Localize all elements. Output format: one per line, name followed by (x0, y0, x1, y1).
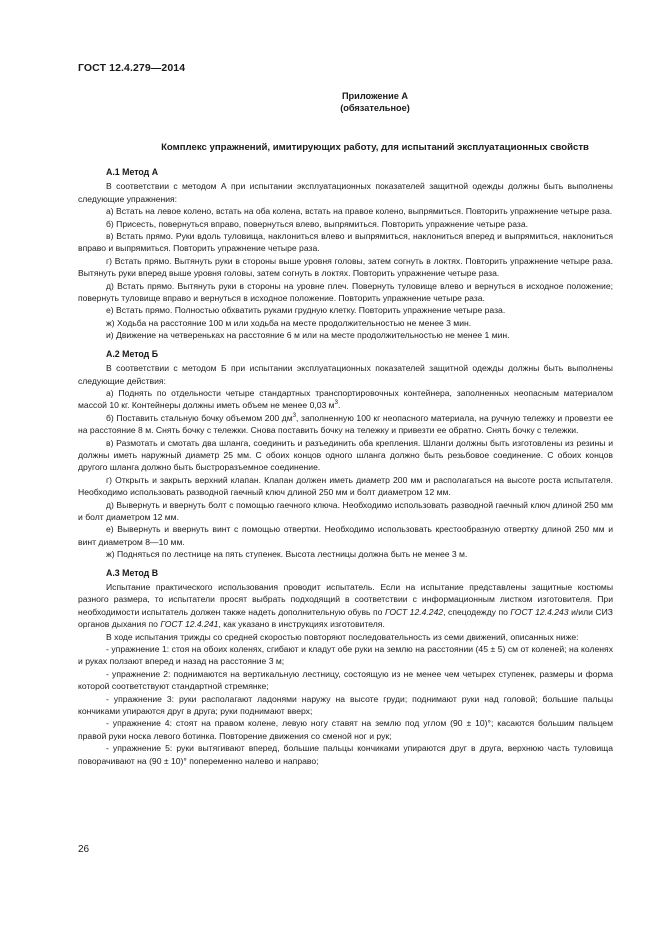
paragraph: б) Присесть, повернуться вправо, повернуться влево, выпрямиться. Повторить упражнение четыре раза. (106, 218, 528, 229)
paragraph-text: б) Поставить стальную бочку объемом 200 дм (106, 412, 293, 423)
standard-code: ГОСТ 12.4.279—2014 (78, 62, 186, 74)
paragraph: д) Встать прямо. Вытянуть руки в стороны на уровне плеч. Повернуть туловище влево и вернуться в исходное положение; повернуть туловище вправо и вернуться в исходное положение. Повторить упражнение четыре раза. (78, 280, 613, 304)
list-item: - упражнение 2: поднимаются на вертикальную лестницу, состоящую из не менее чем четырех ступенек, размеры и форма которой соответствуют стандартной стремянке; (78, 668, 613, 692)
section-heading-a2: А.2 Метод Б (106, 348, 159, 359)
document-body (78, 164, 613, 767)
paragraph: и) Движение на четвереньках на расстояние 6 м или на месте продолжительностью не менее 1 мин. (106, 330, 510, 341)
appendix-status: (обязательное) (340, 103, 410, 113)
section-heading-a3: А.3 Метод В (106, 567, 159, 578)
paragraph: В соответствии с методом Б при испытании эксплуатационных показателей защитной одежды должны быть выполнены следующие действия: (78, 363, 613, 386)
section-heading-a1: А.1 Метод А (106, 167, 159, 177)
paragraph: в) Размотать и смотать два шланга, соединить и разъединить оба крепления. Шланги должны быть изготовлены из резины и должны иметь наружный диаметр 25 мм. С обоих концов одного шланга должно быть резьбовое соединение. С обоих концов другого шланга должно быть быстроразъемное соединение. (78, 437, 613, 473)
superscript: 3 (334, 400, 338, 407)
paragraph (78, 412, 613, 437)
paragraph: е) Встать прямо. Полностью обхватить руками грудную клетку. Повторить упражнение четыре раза. (106, 305, 506, 316)
paragraph-text: , спецодежду по (443, 606, 511, 617)
paragraph (78, 387, 613, 412)
standard-reference: ГОСТ 12.4.242 (384, 606, 444, 617)
list-item: - упражнение 1: стоя на обоих коленях, сгибают и кладут обе руки на землю на расстоянии (45 ± 5) см от коленей; на коленях и руках ползают вперед и назад на расстояние 3 м; (78, 644, 613, 667)
appendix-title: Приложение А (341, 91, 409, 101)
paragraph: В соответствии с методом А при испытании эксплуатационных показателей защитной одежды должны быть выполнены следующие упражнения: (78, 181, 613, 204)
list-item: - упражнение 4: стоят на правом колене, левую ногу ставят на землю под углом (90 ± 10)°; касаются большим пальцем правой руки носка левого ботинка. Повторение движения со сменой ног и рук; (78, 718, 613, 741)
paragraph: г) Открыть и закрыть верхний клапан. Клапан должен иметь диаметр 200 мм и располагаться на высоте роста испытателя. Необходимо использовать разводной гаечный ключ длиной 250 мм и болт диаметром 12 мм. (78, 474, 613, 498)
paragraph: в) Встать прямо. Руки вдоль туловища, наклониться влево и выпрямиться, наклониться вперед и выпрямиться, наклониться вправо и выпрямиться. Повторить упражнение четыре раза. (78, 231, 613, 254)
appendix-header (78, 90, 661, 114)
paragraph: д) Вывернуть и ввернуть болт с помощью гаечного ключа. Необходимо использовать разводной гаечный ключ длиной 250 мм и болт диаметром 12 мм. (78, 499, 613, 522)
list-item: - упражнение 3: руки располагают ладонями наружу на высоте груди; поднимают руки над головой; большие пальцы кончиками упираются друг в друга; руки поднимают вверх; (78, 693, 613, 717)
paragraph-text: и/или СИЗ органов дыхания по (78, 606, 613, 630)
superscript: 3 (292, 412, 297, 419)
page-number: 26 (78, 844, 90, 855)
paragraph (78, 581, 613, 631)
standard-reference: ГОСТ 12.4.241 (160, 619, 219, 630)
paragraph-text: . (337, 400, 341, 411)
paragraph: а) Встать на левое колено, встать на оба колена, встать на правое колено, выпрямиться. Повторить упражнение четыре раза. (106, 206, 613, 217)
paragraph-text: , как указано в инструкциях изготовителя. (218, 619, 385, 630)
paragraph-text: Испытание практического использования проводит испытатель. Если на испытание представлены защитные костюмы разного размера, то испытатели просят выбрать подходящий в соответствии с информационным листком изготовителя. При необходимости испытатель должен также надеть дополнительную обувь по (78, 582, 613, 617)
paragraph-text: , заполненную 100 кг неопасного материала, на ручную тележку и провезти ее на расстояние 8 м. Снять бочку с тележки. Снова поставить бочку на тележку и привезти ее обратно. Снять бочку с тележки. (78, 412, 613, 436)
paragraph-text: а) Поднять по отдельности четыре стандартных транспортировочных контейнера, заполненных неопасным материалом массой 10 кг. Контейнеры должны иметь объем не менее 0,03 м (78, 387, 613, 411)
paragraph: г) Встать прямо. Вытянуть руки в стороны выше уровня головы, затем согнуть в локтях. Повторить упражнение четыре раза. Вытянуть руки вперед выше уровня головы, затем согнуть в локтях. Повторить упражнение четыре раза. (78, 255, 613, 279)
paragraph: е) Вывернуть и ввернуть винт с помощью отвертки. Необходимо использовать крестообразную отвертку длиной 250 мм и винт диаметром 8—10 мм. (78, 524, 613, 547)
list-item: - упражнение 5: руки вытягивают вперед, большие пальцы кончиками упираются друг в друга, верхнюю часть туловища поворачивают на (90 ± 10)° попеременно налево и направо; (78, 743, 613, 766)
paragraph: ж) Ходьба на расстояние 100 м или ходьба на месте продолжительностью не менее 3 мин. (106, 317, 472, 328)
paragraph: ж) Подняться по лестнице на пять ступенек. Высота лестницы должна быть не менее 3 м. (106, 549, 468, 560)
document-title: Комплекс упражнений, имитирующих работу, для испытаний эксплуатационных свойств (161, 142, 589, 153)
paragraph: В ходе испытания трижды со средней скоростью повторяют последовательность из семи движений, описанных ниже: (106, 631, 579, 642)
standard-reference: ГОСТ 12.4.243 (510, 606, 569, 617)
